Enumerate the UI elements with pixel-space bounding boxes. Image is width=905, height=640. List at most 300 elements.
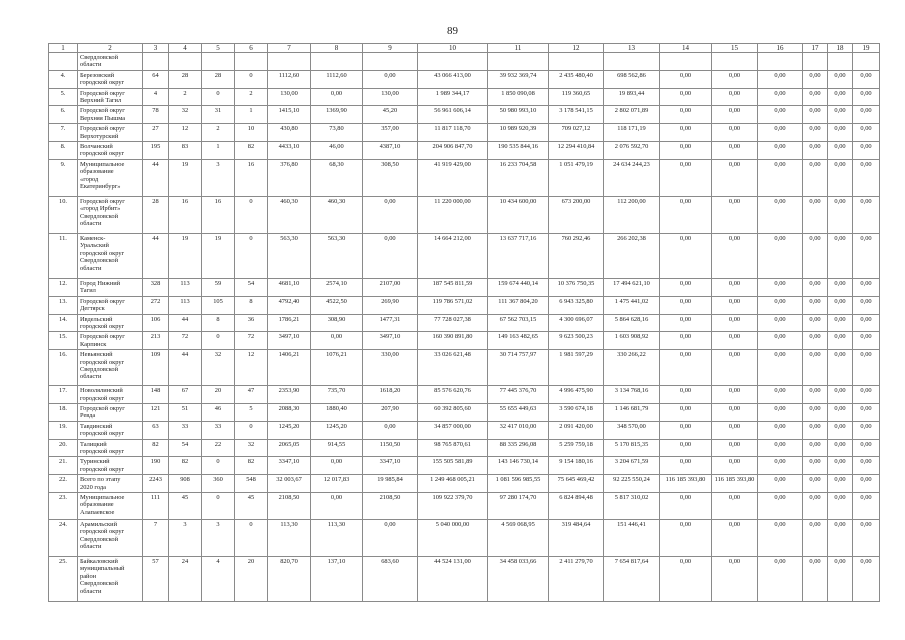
table-row	[49, 196, 880, 233]
table-row	[49, 332, 880, 350]
table-cell: 12 017,83	[311, 475, 363, 493]
table-cell: 119 786 571,02	[418, 296, 488, 314]
table-cell: 7 654 817,64	[604, 557, 660, 602]
table-cell: 0,00	[803, 403, 828, 421]
table-cell: 44 524 131,00	[418, 557, 488, 602]
table-cell: 195	[143, 142, 169, 160]
table-cell: 0,00	[712, 124, 758, 142]
table-row	[49, 296, 880, 314]
table-cell: 0,00	[853, 124, 880, 142]
column-header: 13	[604, 44, 660, 53]
table-cell: 190 535 844,16	[488, 142, 549, 160]
table-cell: 9.	[49, 159, 78, 196]
table-cell: 0	[202, 457, 235, 475]
table-cell: 0,00	[828, 520, 853, 557]
table-cell: 1880,40	[311, 403, 363, 421]
table-cell: 0,00	[828, 124, 853, 142]
table-cell: 43 066 413,00	[418, 70, 488, 88]
table-cell: 111 367 804,20	[488, 296, 549, 314]
table-cell: 1406,21	[268, 350, 311, 386]
header-row	[49, 44, 880, 53]
table-cell: 130,00	[268, 88, 311, 106]
table-cell: 116 185 393,80	[660, 475, 712, 493]
table-cell: 0,00	[828, 403, 853, 421]
table-cell: 82	[143, 439, 169, 457]
table-cell: 44	[169, 350, 202, 386]
table-cell: 25.	[49, 557, 78, 602]
table-cell: 59	[202, 278, 235, 296]
table-cell: 3 178 541,15	[549, 106, 604, 124]
table-cell: 0,00	[660, 278, 712, 296]
table-cell: 376,80	[268, 159, 311, 196]
table-cell: 17 494 621,10	[604, 278, 660, 296]
table-cell: 4433,10	[268, 142, 311, 160]
table-cell: 0,00	[712, 350, 758, 386]
table-cell: 24.	[49, 520, 78, 557]
municipality-name-cell: Городской округ «город Ирбит» Свердловской области	[78, 196, 143, 233]
table-cell: 113	[169, 296, 202, 314]
table-cell: 0,00	[853, 475, 880, 493]
table-cell: 0,00	[758, 196, 803, 233]
table-cell: 1 051 479,19	[549, 159, 604, 196]
table-cell	[828, 53, 853, 71]
table-cell: 2243	[143, 475, 169, 493]
table-cell: 34 458 033,66	[488, 557, 549, 602]
table-cell: 0,00	[853, 421, 880, 439]
table-cell: 8	[202, 314, 235, 332]
table-cell: 0,00	[363, 196, 418, 233]
table-cell: 1150,50	[363, 439, 418, 457]
table-cell: 55 655 449,63	[488, 403, 549, 421]
column-header: 14	[660, 44, 712, 53]
table-cell: 11 817 118,70	[418, 124, 488, 142]
table-cell: 4 996 475,90	[549, 386, 604, 404]
table-cell: 0,00	[758, 403, 803, 421]
table-cell	[235, 53, 268, 71]
table-cell: 0,00	[803, 159, 828, 196]
table-cell: 12.	[49, 278, 78, 296]
table-cell: 77 728 027,38	[418, 314, 488, 332]
table-cell: 0,00	[712, 386, 758, 404]
table-cell: 0,00	[803, 557, 828, 602]
table-cell: 31	[202, 106, 235, 124]
table-cell: 0,00	[712, 296, 758, 314]
table-cell: 2	[235, 88, 268, 106]
table-cell: 330 266,22	[604, 350, 660, 386]
table-cell: 0,00	[803, 520, 828, 557]
table-row	[49, 53, 880, 71]
table-cell: 0,00	[803, 493, 828, 520]
table-cell: 13 637 717,16	[488, 233, 549, 278]
table-cell: 0,00	[828, 475, 853, 493]
municipality-name-cell: Талицкий городской округ	[78, 439, 143, 457]
table-cell	[49, 53, 78, 71]
table-cell: 0,00	[803, 350, 828, 386]
table-cell: 1245,20	[311, 421, 363, 439]
table-cell: 116 185 393,80	[712, 475, 758, 493]
table-cell: 0,00	[803, 278, 828, 296]
table-cell: 32 417 010,00	[488, 421, 549, 439]
table-cell: 0,00	[853, 278, 880, 296]
table-cell: 348 570,00	[604, 421, 660, 439]
table-cell: 2 076 592,70	[604, 142, 660, 160]
table-cell: 0,00	[828, 439, 853, 457]
table-cell: 72	[235, 332, 268, 350]
municipality-name-cell: Байкаловский муниципальный район Свердловской области	[78, 557, 143, 602]
table-cell: 269,90	[363, 296, 418, 314]
table-row	[49, 278, 880, 296]
table-cell: 0,00	[853, 296, 880, 314]
table-cell: 160 390 891,80	[418, 332, 488, 350]
table-cell: 50 980 993,10	[488, 106, 549, 124]
table-cell: 8	[235, 296, 268, 314]
municipality-name-cell: Арамильский городской округ Свердловской области	[78, 520, 143, 557]
table-cell: 0,00	[803, 296, 828, 314]
table-cell: 143 146 730,14	[488, 457, 549, 475]
table-cell	[853, 53, 880, 71]
table-cell: 3	[169, 520, 202, 557]
table-cell: 72	[169, 332, 202, 350]
table-cell: 0,00	[828, 421, 853, 439]
table-cell: 109	[143, 350, 169, 386]
table-cell: 0,00	[803, 386, 828, 404]
table-cell: 0,00	[712, 88, 758, 106]
table-cell: 32 003,67	[268, 475, 311, 493]
table-cell: 0,00	[311, 332, 363, 350]
municipality-name-cell: Город Нижний Тагил	[78, 278, 143, 296]
table-cell: 4522,50	[311, 296, 363, 314]
table-cell: 0,00	[712, 314, 758, 332]
table-cell: 2 802 071,89	[604, 106, 660, 124]
table-cell: 563,30	[268, 233, 311, 278]
table-cell: 33	[202, 421, 235, 439]
table-cell: 19.	[49, 421, 78, 439]
table-cell: 0,00	[853, 439, 880, 457]
table-cell: 5 040 000,00	[418, 520, 488, 557]
table-cell: 4681,10	[268, 278, 311, 296]
table-cell: 54	[169, 439, 202, 457]
table-cell: 0	[202, 332, 235, 350]
table-cell: 1 146 681,79	[604, 403, 660, 421]
table-cell: 5 170 815,35	[604, 439, 660, 457]
table-cell: 0,00	[712, 196, 758, 233]
table-cell: 3 204 671,59	[604, 457, 660, 475]
table-row	[49, 314, 880, 332]
table-cell: 4	[202, 557, 235, 602]
table-cell: 698 562,86	[604, 70, 660, 88]
table-cell	[268, 53, 311, 71]
table-cell: 109 922 379,70	[418, 493, 488, 520]
table-cell: 0,00	[660, 403, 712, 421]
table-cell: 0,00	[660, 196, 712, 233]
table-cell: 0,00	[758, 332, 803, 350]
table-cell: 820,70	[268, 557, 311, 602]
table-cell: 10 376 750,35	[549, 278, 604, 296]
table-cell	[604, 53, 660, 71]
table-row	[49, 350, 880, 386]
table-cell: 32	[169, 106, 202, 124]
table-cell	[418, 53, 488, 71]
table-cell: 41 919 429,00	[418, 159, 488, 196]
table-cell: 34 857 000,00	[418, 421, 488, 439]
municipality-name-cell: Муниципальное образование «город Екатеринбург»	[78, 159, 143, 196]
table-cell: 683,60	[363, 557, 418, 602]
table-cell: 0,00	[853, 70, 880, 88]
table-cell: 0,00	[660, 159, 712, 196]
table-cell: 308,50	[363, 159, 418, 196]
table-cell: 0,00	[660, 70, 712, 88]
table-cell: 0,00	[758, 520, 803, 557]
municipality-name-cell: Муниципальное образование Алапаевское	[78, 493, 143, 520]
column-header: 9	[363, 44, 418, 53]
table-cell: 9 154 180,16	[549, 457, 604, 475]
table-cell: 0,00	[758, 457, 803, 475]
table-cell: 113	[169, 278, 202, 296]
municipality-name-cell: Городской округ Верхняя Пышма	[78, 106, 143, 124]
table-cell: 0,00	[660, 124, 712, 142]
table-row	[49, 159, 880, 196]
table-cell: 67 562 703,15	[488, 314, 549, 332]
table-cell: 0,00	[660, 88, 712, 106]
table-cell: 0,00	[712, 233, 758, 278]
table-cell: 0	[235, 70, 268, 88]
table-cell: 113,30	[311, 520, 363, 557]
table-cell: 28	[202, 70, 235, 88]
table-cell: 0,00	[803, 475, 828, 493]
table-cell: 12 294 410,84	[549, 142, 604, 160]
table-cell: 1786,21	[268, 314, 311, 332]
table-cell: 18.	[49, 403, 78, 421]
table-cell: 0	[202, 493, 235, 520]
table-cell: 78	[143, 106, 169, 124]
table-cell: 0,00	[803, 106, 828, 124]
table-cell: 0,00	[853, 403, 880, 421]
table-cell: 0,00	[758, 124, 803, 142]
table-cell: 0,00	[311, 88, 363, 106]
table-row	[49, 106, 880, 124]
column-header: 17	[803, 44, 828, 53]
table-cell: 0,00	[758, 88, 803, 106]
table-cell: 0,00	[803, 88, 828, 106]
table-cell: 0,00	[712, 278, 758, 296]
table-cell: 0,00	[758, 159, 803, 196]
table-cell: 45	[169, 493, 202, 520]
table-cell: 0,00	[803, 314, 828, 332]
table-cell: 3	[202, 159, 235, 196]
table-cell: 187 545 811,59	[418, 278, 488, 296]
column-header: 7	[268, 44, 311, 53]
table-cell: 3497,10	[268, 332, 311, 350]
table-cell: 23.	[49, 493, 78, 520]
table-cell: 0,00	[803, 439, 828, 457]
municipality-name-cell: Туринский городской округ	[78, 457, 143, 475]
table-cell: 0,00	[363, 233, 418, 278]
table-cell: 0,00	[803, 124, 828, 142]
table-cell: 24	[169, 557, 202, 602]
table-row	[49, 124, 880, 142]
table-cell: 0,00	[660, 493, 712, 520]
table-cell: 1112,60	[268, 70, 311, 88]
table-cell: 1245,20	[268, 421, 311, 439]
table-row	[49, 457, 880, 475]
municipality-name-cell: Ивдельский городской округ	[78, 314, 143, 332]
table-cell: 20	[235, 557, 268, 602]
table-cell: 4.	[49, 70, 78, 88]
table-cell: 0,00	[660, 332, 712, 350]
table-cell: 20.	[49, 439, 78, 457]
table-cell: 0,00	[853, 233, 880, 278]
table-cell: 5 864 628,16	[604, 314, 660, 332]
table-cell: 0,00	[660, 233, 712, 278]
table-cell: 0,00	[758, 296, 803, 314]
table-cell: 44	[143, 233, 169, 278]
table-cell: 7	[143, 520, 169, 557]
table-cell: 0,00	[803, 421, 828, 439]
table-cell: 0,00	[758, 233, 803, 278]
table-cell: 0,00	[828, 296, 853, 314]
table-cell: 60 392 805,60	[418, 403, 488, 421]
table-row	[49, 493, 880, 520]
table-cell: 0,00	[853, 159, 880, 196]
table-cell: 6.	[49, 106, 78, 124]
table-cell: 0,00	[660, 439, 712, 457]
table-cell: 149 163 482,65	[488, 332, 549, 350]
table-cell: 19 893,44	[604, 88, 660, 106]
table-cell: 2 435 480,40	[549, 70, 604, 88]
table-cell	[363, 53, 418, 71]
table-cell: 0,00	[828, 314, 853, 332]
table-cell: 0,00	[660, 457, 712, 475]
table-cell: 2108,50	[363, 493, 418, 520]
table-cell: 0	[202, 88, 235, 106]
table-cell: 5	[235, 403, 268, 421]
table-cell: 0,00	[758, 475, 803, 493]
table-cell: 4 300 696,07	[549, 314, 604, 332]
table-cell: 673 200,00	[549, 196, 604, 233]
table-cell: 20	[202, 386, 235, 404]
table-cell: 73,80	[311, 124, 363, 142]
table-cell: 1 249 468 005,21	[418, 475, 488, 493]
table-row	[49, 421, 880, 439]
table-cell	[712, 53, 758, 71]
table-cell: 39 932 369,74	[488, 70, 549, 88]
column-header: 19	[853, 44, 880, 53]
table-row	[49, 520, 880, 557]
table-cell: 1076,21	[311, 350, 363, 386]
table-cell: 2088,30	[268, 403, 311, 421]
table-cell: 0,00	[758, 70, 803, 88]
municipality-name-cell: Волчанский городской округ	[78, 142, 143, 160]
table-cell: 16	[202, 196, 235, 233]
table-cell: 0,00	[828, 159, 853, 196]
table-cell: 19	[169, 233, 202, 278]
table-cell: 82	[169, 457, 202, 475]
table-cell: 105	[202, 296, 235, 314]
table-cell: 0,00	[853, 520, 880, 557]
table-cell: 0,00	[803, 70, 828, 88]
table-cell: 760 292,46	[549, 233, 604, 278]
table-row	[49, 403, 880, 421]
table-cell: 0,00	[828, 70, 853, 88]
table-cell: 0,00	[853, 106, 880, 124]
table-cell: 30 714 757,97	[488, 350, 549, 386]
table-cell: 22.	[49, 475, 78, 493]
table-cell: 113,30	[268, 520, 311, 557]
table-cell: 190	[143, 457, 169, 475]
column-header: 2	[78, 44, 143, 53]
table-cell	[202, 53, 235, 71]
table-cell: 121	[143, 403, 169, 421]
table-cell: 0,00	[853, 557, 880, 602]
table-cell: 19	[202, 233, 235, 278]
table-cell: 0	[235, 196, 268, 233]
municipality-name-cell: Тавдинский городской округ	[78, 421, 143, 439]
table-cell: 0,00	[712, 159, 758, 196]
municipality-name-cell: Городской округ Ревда	[78, 403, 143, 421]
column-header: 3	[143, 44, 169, 53]
table-cell: 0,00	[828, 332, 853, 350]
table-cell: 5.	[49, 88, 78, 106]
municipality-name-cell: Городской округ Верхотурский	[78, 124, 143, 142]
table-cell: 0	[235, 233, 268, 278]
table-cell: 67	[169, 386, 202, 404]
table-cell: 0,00	[803, 233, 828, 278]
table-cell: 319 484,64	[549, 520, 604, 557]
table-cell: 460,30	[311, 196, 363, 233]
table-cell: 0,00	[853, 314, 880, 332]
municipality-name-cell: Городской округ Карпинск	[78, 332, 143, 350]
table-cell: 1	[202, 142, 235, 160]
table-cell: 0,00	[712, 142, 758, 160]
table-cell: 0,00	[758, 386, 803, 404]
table-cell: 0,00	[803, 332, 828, 350]
table-cell: 10.	[49, 196, 78, 233]
table-cell: 2574,10	[311, 278, 363, 296]
table-cell: 9 623 500,23	[549, 332, 604, 350]
table-cell: 1	[235, 106, 268, 124]
table-cell: 330,00	[363, 350, 418, 386]
table-cell: 1415,10	[268, 106, 311, 124]
table-cell: 0,00	[363, 520, 418, 557]
table-cell: 4387,10	[363, 142, 418, 160]
table-cell: 0,00	[758, 278, 803, 296]
column-header: 6	[235, 44, 268, 53]
table-cell: 2107,00	[363, 278, 418, 296]
table-cell: 0,00	[828, 350, 853, 386]
municipality-name-cell: Каменск- Уральский городской округ Свердловской области	[78, 233, 143, 278]
table-cell: 148	[143, 386, 169, 404]
table-cell: 0,00	[363, 70, 418, 88]
table-cell: 1 989 344,17	[418, 88, 488, 106]
table-cell: 33 026 621,48	[418, 350, 488, 386]
table-cell: 0,00	[758, 421, 803, 439]
table-cell: 137,10	[311, 557, 363, 602]
table-cell: 16	[169, 196, 202, 233]
table-cell: 3 134 768,16	[604, 386, 660, 404]
table-cell: 11.	[49, 233, 78, 278]
municipality-name-cell: Городской округ Верхний Тагил	[78, 88, 143, 106]
table-cell: 0,00	[828, 457, 853, 475]
municipality-name-cell: Свердловской области	[78, 53, 143, 71]
table-cell: 0,00	[828, 557, 853, 602]
table-cell: 63	[143, 421, 169, 439]
table-cell: 85 576 620,76	[418, 386, 488, 404]
table-cell: 0,00	[853, 196, 880, 233]
table-cell: 3	[202, 520, 235, 557]
table-cell: 6 943 325,80	[549, 296, 604, 314]
table-cell: 44	[143, 159, 169, 196]
table-cell: 22	[202, 439, 235, 457]
